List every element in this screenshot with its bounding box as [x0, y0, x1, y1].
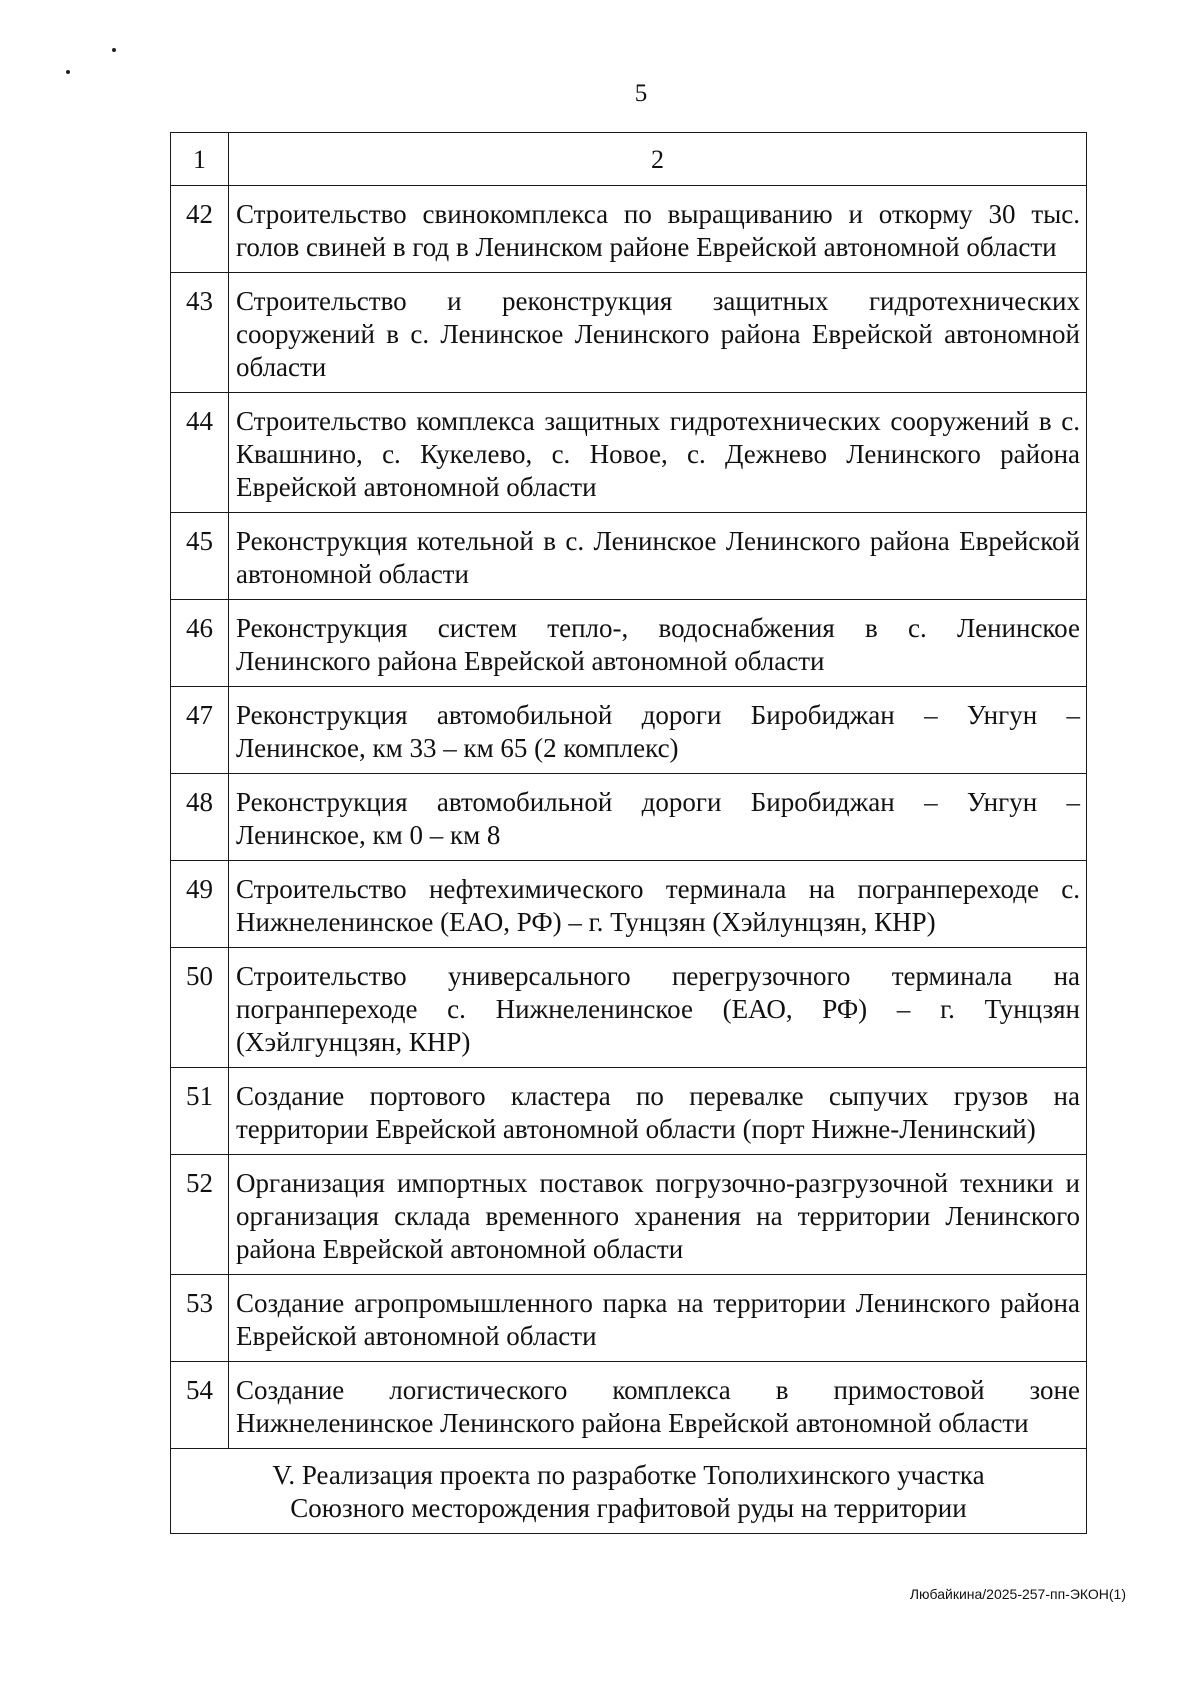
row-number: 43	[171, 273, 229, 393]
row-number: 46	[171, 600, 229, 687]
table-row	[171, 861, 1087, 948]
row-text: Реконструкция котельной в с. Ленинское Ленинского района Еврейской автономной области	[229, 513, 1087, 600]
row-text: Строительство нефтехимического терминала на погранпереходе с. Нижнеленинское (ЕАО, РФ) – г. Тунцзян (Хэйлунцзян, КНР)	[229, 861, 1087, 948]
table-row	[171, 1362, 1087, 1449]
table-row	[171, 273, 1087, 393]
row-number: 45	[171, 513, 229, 600]
row-number: 54	[171, 1362, 229, 1449]
row-number: 47	[171, 687, 229, 774]
table-row	[171, 687, 1087, 774]
header-col-text: 2	[229, 133, 1087, 186]
row-number: 52	[171, 1155, 229, 1275]
row-text: Реконструкция автомобильной дороги Биробиджан – Унгун – Ленинское, км 33 – км 65 (2 комплекс)	[229, 687, 1087, 774]
row-text: Строительство универсального перегрузочного терминала на погранпереходе с. Нижнеленинское (ЕАО, РФ) – г. Тунцзян (Хэйлгунцзян, КНР)	[229, 948, 1087, 1068]
row-number: 49	[171, 861, 229, 948]
section-heading	[171, 1449, 1087, 1534]
row-number: 42	[171, 186, 229, 273]
row-number: 48	[171, 774, 229, 861]
table-header-row	[171, 133, 1087, 186]
row-text: Организация импортных поставок погрузочно-разгрузочной техники и организация склада временного хранения на территории Ленинского района Еврейской автономной области	[229, 1155, 1087, 1275]
table-row	[171, 393, 1087, 513]
section-heading-line: V. Реализация проекта по разработке Тополихинского участка	[272, 1460, 985, 1490]
scan-speck	[66, 70, 70, 74]
document-reference: Любайкина/2025-257-пп-ЭКОН(1)	[909, 1586, 1126, 1602]
section-heading-line: Союзного месторождения графитовой руды на территории	[290, 1493, 967, 1523]
row-text: Создание агропромышленного парка на территории Ленинского района Еврейской автономной области	[229, 1275, 1087, 1362]
page-number: 5	[634, 80, 648, 107]
row-text: Строительство комплекса защитных гидротехнических сооружений в с. Квашнино, с. Кукелево, с. Новое, с. Дежнево Ленинского района Еврейской автономной области	[229, 393, 1087, 513]
row-text: Создание логистического комплекса в примостовой зоне Нижнеленинское Ленинского района Еврейской автономной области	[229, 1362, 1087, 1449]
table-row	[171, 513, 1087, 600]
row-number: 44	[171, 393, 229, 513]
header-col-number: 1	[171, 133, 229, 186]
table-row	[171, 600, 1087, 687]
section-heading-row	[171, 1449, 1087, 1534]
row-text: Реконструкция автомобильной дороги Биробиджан – Унгун – Ленинское, км 0 – км 8	[229, 774, 1087, 861]
projects-table	[170, 132, 1087, 1534]
table-row	[171, 948, 1087, 1068]
row-text: Создание портового кластера по перевалке сыпучих грузов на территории Еврейской автономной области (порт Нижне-Ленинский)	[229, 1068, 1087, 1155]
row-number: 50	[171, 948, 229, 1068]
table-row	[171, 186, 1087, 273]
table-row	[171, 1068, 1087, 1155]
row-text: Строительство свинокомплекса по выращиванию и откорму 30 тыс. голов свиней в год в Ленинском районе Еврейской автономной области	[229, 186, 1087, 273]
table-row	[171, 1275, 1087, 1362]
scan-speck	[112, 48, 116, 52]
row-number: 51	[171, 1068, 229, 1155]
row-text: Строительство и реконструкция защитных гидротехнических сооружений в с. Ленинское Ленинского района Еврейской автономной области	[229, 273, 1087, 393]
table-row	[171, 1155, 1087, 1275]
table-row	[171, 774, 1087, 861]
row-text: Реконструкция систем тепло-, водоснабжения в с. Ленинское Ленинского района Еврейской автономной области	[229, 600, 1087, 687]
row-number: 53	[171, 1275, 229, 1362]
